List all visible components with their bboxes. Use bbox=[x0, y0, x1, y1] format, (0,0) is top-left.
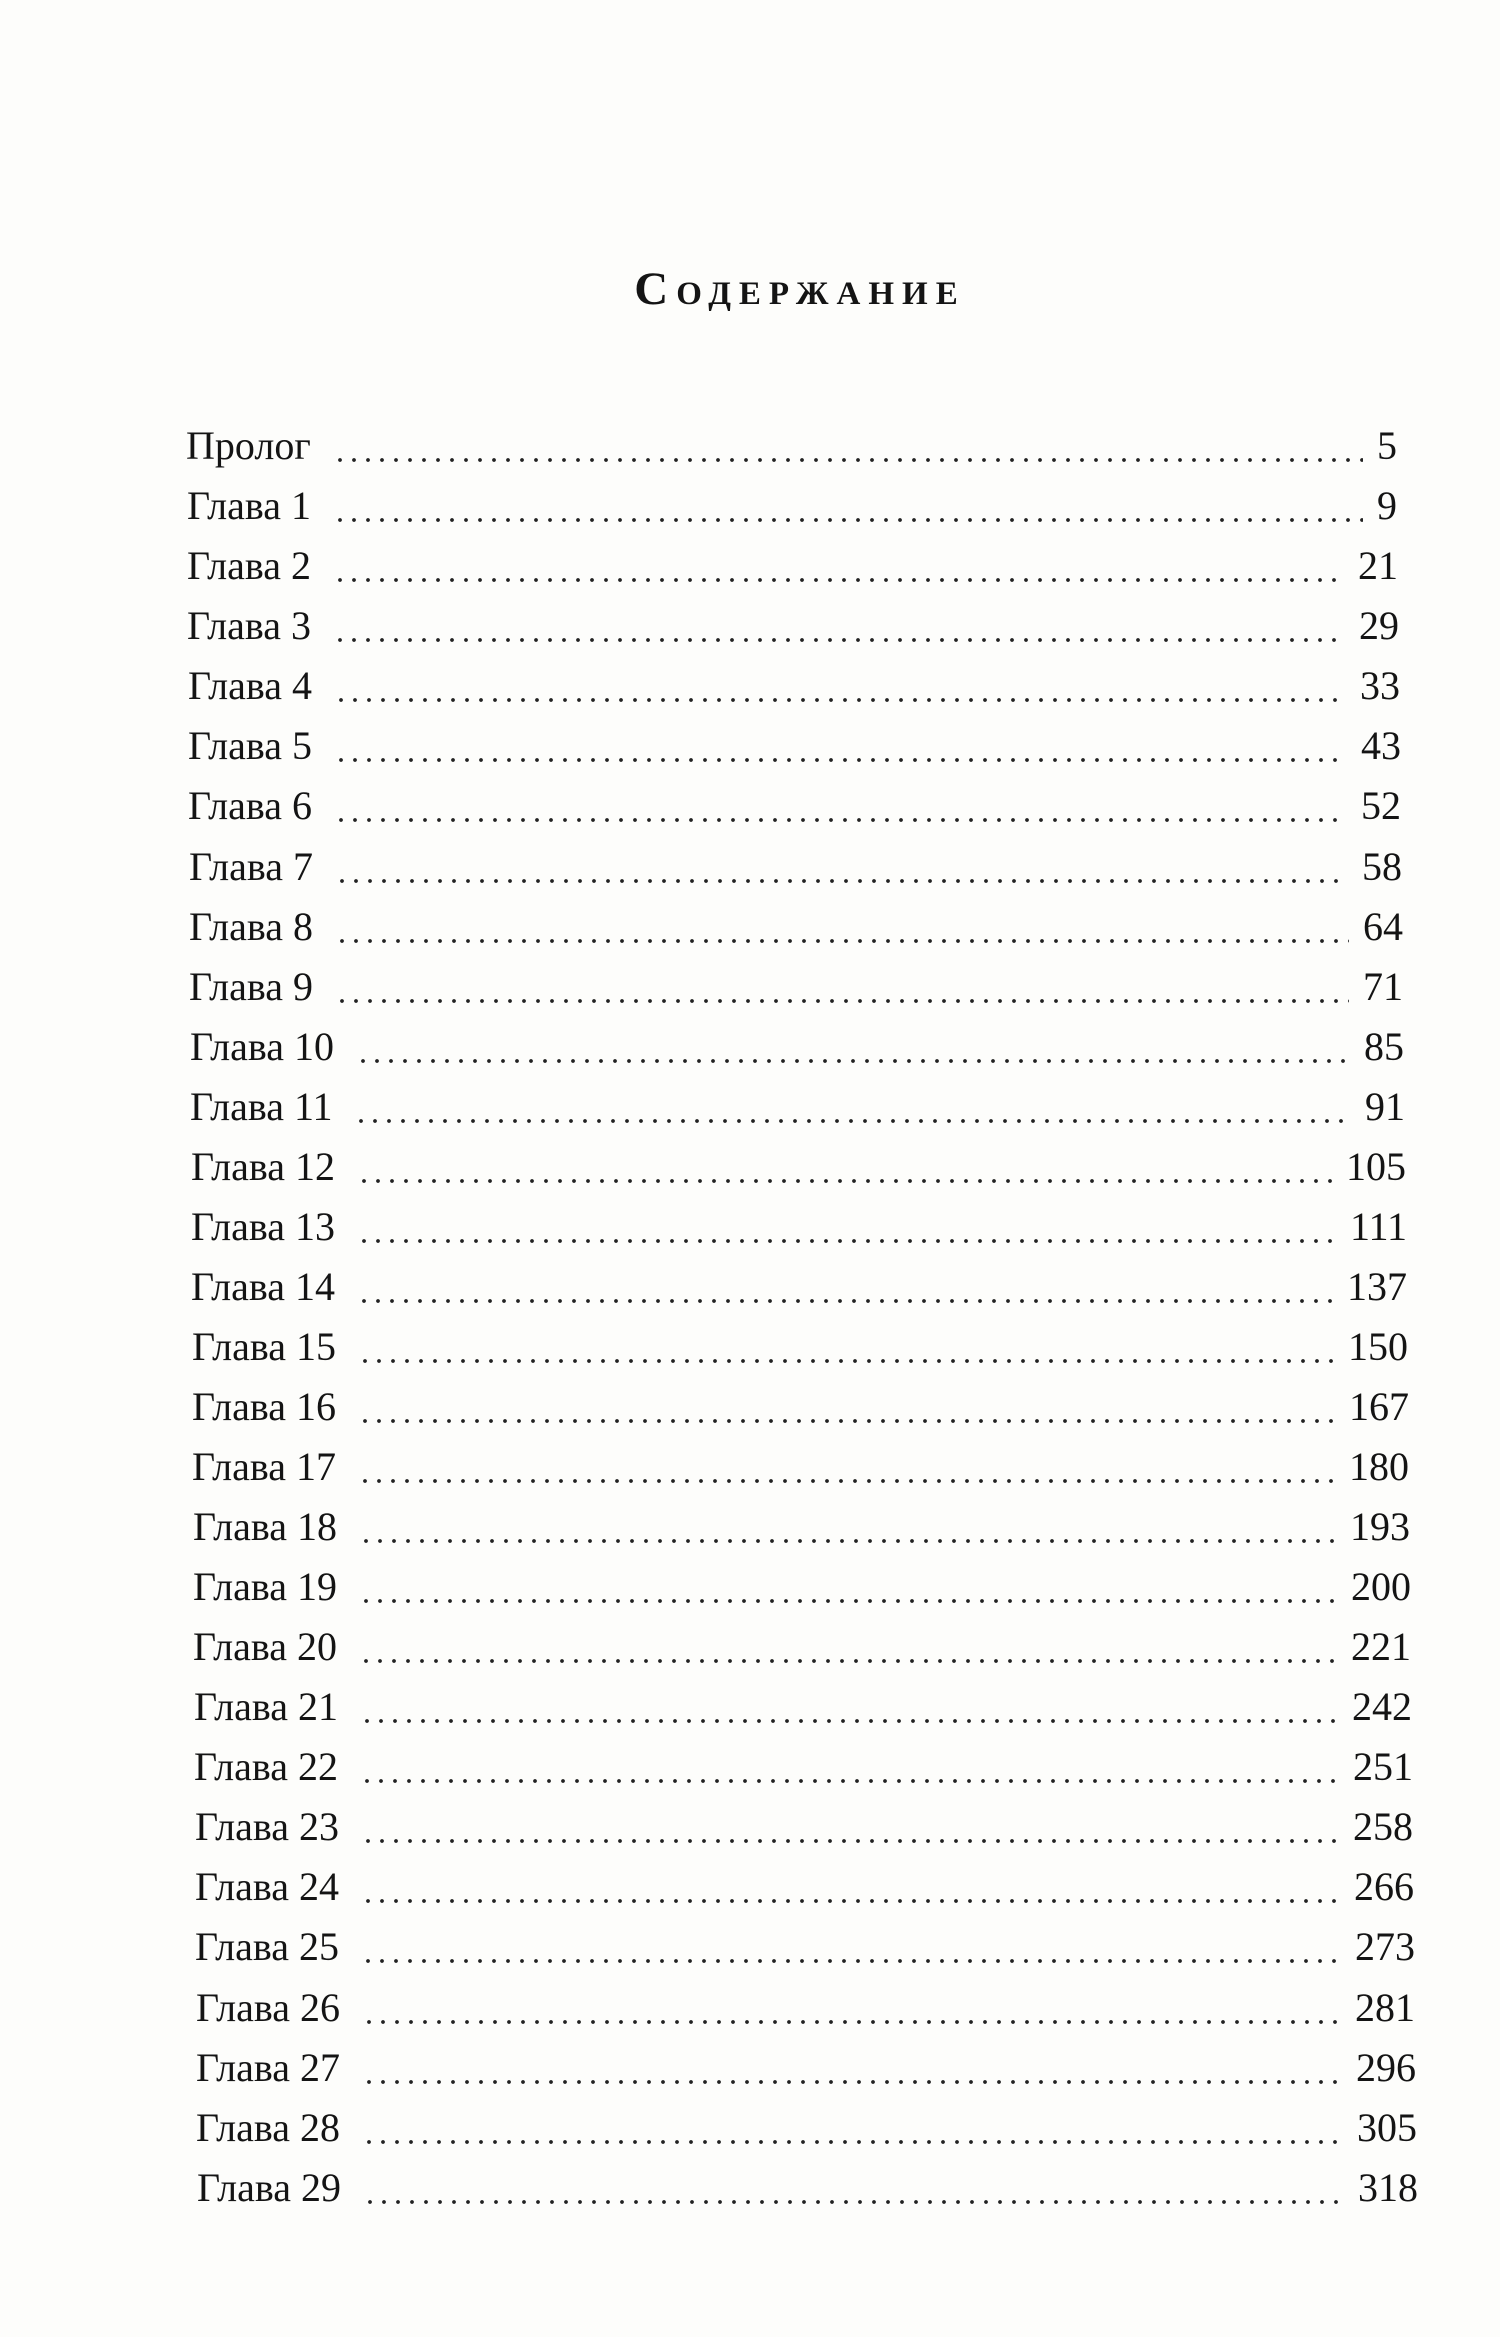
toc-entry-label: Глава 7 bbox=[189, 844, 313, 889]
toc-entry bbox=[189, 957, 1403, 1017]
toc-entry-label: Глава 8 bbox=[189, 904, 313, 949]
dot-leader bbox=[358, 1358, 1334, 1364]
toc-entry bbox=[189, 897, 1403, 957]
toc-entry-label: Глава 25 bbox=[195, 1924, 339, 1969]
dot-leader bbox=[363, 2199, 1344, 2205]
toc-entry bbox=[194, 1737, 1413, 1797]
toc-entry bbox=[194, 1677, 1412, 1737]
toc-entry-page: 71 bbox=[1363, 964, 1403, 1009]
toc-entry bbox=[188, 716, 1401, 776]
toc-entry-label: Глава 6 bbox=[188, 783, 312, 828]
toc-entry bbox=[188, 776, 1401, 836]
toc-entry-page: 9 bbox=[1377, 483, 1397, 528]
dot-leader bbox=[362, 2079, 1342, 2085]
dot-leader bbox=[359, 1538, 1336, 1544]
dot-leader bbox=[333, 577, 1344, 583]
toc-entry-label: Глава 22 bbox=[194, 1744, 338, 1789]
toc-entry bbox=[195, 1797, 1413, 1857]
toc-entry bbox=[189, 837, 1402, 897]
toc-entry-page: 305 bbox=[1357, 2105, 1417, 2150]
toc-entry-page: 58 bbox=[1362, 844, 1402, 889]
dot-leader bbox=[334, 697, 1346, 703]
toc-entry bbox=[192, 1377, 1409, 1437]
dot-leader bbox=[335, 938, 1349, 944]
toc-entry bbox=[188, 656, 1400, 716]
toc-entry bbox=[190, 1017, 1404, 1077]
toc-entry-page: 296 bbox=[1356, 2045, 1416, 2090]
toc-entry-label: Глава 10 bbox=[190, 1024, 334, 1069]
toc-entry-label: Глава 5 bbox=[188, 723, 312, 768]
toc-entry-page: 105 bbox=[1346, 1144, 1406, 1189]
toc-entry bbox=[197, 2158, 1418, 2218]
toc-entry-label: Глава 28 bbox=[196, 2105, 340, 2150]
dot-leader bbox=[361, 1838, 1339, 1844]
toc-entry bbox=[193, 1497, 1410, 1557]
dot-leader bbox=[360, 1718, 1338, 1724]
dot-leader bbox=[335, 878, 1348, 884]
toc-entry bbox=[193, 1557, 1411, 1617]
toc-entry-label: Глава 3 bbox=[187, 603, 311, 648]
toc-entry-label: Глава 13 bbox=[191, 1204, 335, 1249]
dot-leader bbox=[357, 1238, 1336, 1244]
dot-leader bbox=[357, 1298, 1333, 1304]
dot-leader bbox=[360, 1778, 1339, 1784]
dot-leader bbox=[333, 517, 1363, 523]
toc-entry-page: 52 bbox=[1361, 783, 1401, 828]
toc-entry-page: 242 bbox=[1352, 1684, 1412, 1729]
toc-entry-label: Глава 14 bbox=[191, 1264, 335, 1309]
toc-entry-page: 33 bbox=[1360, 663, 1400, 708]
toc-entry bbox=[195, 1857, 1414, 1917]
toc-entry-label: Глава 16 bbox=[192, 1384, 336, 1429]
toc-entry-page: 29 bbox=[1359, 603, 1399, 648]
dot-leader bbox=[334, 757, 1347, 763]
toc-entry-label: Глава 29 bbox=[197, 2165, 341, 2210]
dot-leader bbox=[356, 1058, 1350, 1064]
dot-leader bbox=[333, 457, 1363, 463]
dot-leader bbox=[361, 1898, 1340, 1904]
toc-entry-page: 64 bbox=[1363, 904, 1403, 949]
dot-leader bbox=[362, 2019, 1341, 2025]
toc-entry-label: Глава 4 bbox=[188, 663, 312, 708]
toc-entry-label: Глава 21 bbox=[194, 1684, 338, 1729]
toc-entry-label: Глава 12 bbox=[191, 1144, 335, 1189]
toc-entry-label: Глава 15 bbox=[192, 1324, 336, 1369]
dot-leader bbox=[358, 1418, 1335, 1424]
toc-entry bbox=[196, 2038, 1416, 2098]
toc-entry-page: 266 bbox=[1354, 1864, 1414, 1909]
toc-entry-page: 91 bbox=[1365, 1084, 1405, 1129]
toc-entry-page: 167 bbox=[1349, 1384, 1409, 1429]
toc-entry-label: Глава 27 bbox=[196, 2045, 340, 2090]
toc-entry-page: 281 bbox=[1355, 1985, 1415, 2030]
toc-entry-label: Глава 23 bbox=[195, 1804, 339, 1849]
toc-entry bbox=[187, 536, 1398, 596]
toc-entry-label: Глава 24 bbox=[195, 1864, 339, 1909]
toc-entry-page: 221 bbox=[1351, 1624, 1411, 1669]
toc-entry bbox=[192, 1317, 1408, 1377]
toc-entry-page: 273 bbox=[1355, 1924, 1415, 1969]
toc-entry-page: 150 bbox=[1348, 1324, 1408, 1369]
toc-entry bbox=[192, 1437, 1409, 1497]
dot-leader bbox=[335, 998, 1349, 1004]
dot-leader bbox=[359, 1658, 1337, 1664]
dot-leader bbox=[361, 1958, 1341, 1964]
toc-entry-page: 200 bbox=[1351, 1564, 1411, 1609]
toc-entry-label: Глава 26 bbox=[196, 1985, 340, 2030]
toc-entry-label: Глава 1 bbox=[187, 483, 311, 528]
toc-entry-label: Глава 2 bbox=[187, 543, 311, 588]
toc-entry-page: 137 bbox=[1347, 1264, 1407, 1309]
toc-entry bbox=[190, 1077, 1405, 1137]
toc-entry-page: 193 bbox=[1350, 1504, 1410, 1549]
toc-entry bbox=[191, 1257, 1407, 1317]
dot-leader bbox=[357, 1178, 1332, 1184]
toc-entry-label: Глава 17 bbox=[192, 1444, 336, 1489]
toc-entry-page: 251 bbox=[1353, 1744, 1413, 1789]
toc-entry bbox=[196, 2098, 1417, 2158]
page-title: Содержание bbox=[634, 263, 966, 315]
toc-entry-page: 85 bbox=[1364, 1024, 1404, 1069]
toc-entry bbox=[196, 1978, 1415, 2038]
toc-entry bbox=[191, 1197, 1407, 1257]
dot-leader bbox=[333, 637, 1345, 643]
toc-entry-label: Глава 20 bbox=[193, 1624, 337, 1669]
dot-leader bbox=[354, 1118, 1351, 1124]
toc-entry bbox=[195, 1917, 1415, 1977]
toc-entry bbox=[186, 416, 1397, 476]
toc-entry-page: 111 bbox=[1349, 1204, 1407, 1249]
toc-entry bbox=[187, 476, 1397, 536]
dot-leader bbox=[358, 1478, 1335, 1484]
dot-leader bbox=[362, 2139, 1343, 2145]
toc-entry-page: 5 bbox=[1377, 423, 1397, 468]
toc-entry-label: Глава 11 bbox=[190, 1084, 333, 1129]
toc-entry-label: Глава 9 bbox=[189, 964, 313, 1009]
toc-entry-label: Глава 19 bbox=[193, 1564, 337, 1609]
toc-entry bbox=[193, 1617, 1411, 1677]
toc-entry-label: Пролог bbox=[186, 423, 311, 468]
dot-leader bbox=[334, 817, 1347, 823]
toc-entry-label: Глава 18 bbox=[193, 1504, 337, 1549]
dot-leader bbox=[359, 1598, 1337, 1604]
toc-entry bbox=[191, 1137, 1406, 1197]
toc-entry-page: 43 bbox=[1361, 723, 1401, 768]
toc-entry-page: 318 bbox=[1358, 2165, 1418, 2210]
toc-entry bbox=[187, 596, 1399, 656]
toc-entry-page: 258 bbox=[1353, 1804, 1413, 1849]
toc-entry-page: 180 bbox=[1349, 1444, 1409, 1489]
toc-entry-page: 21 bbox=[1358, 543, 1398, 588]
